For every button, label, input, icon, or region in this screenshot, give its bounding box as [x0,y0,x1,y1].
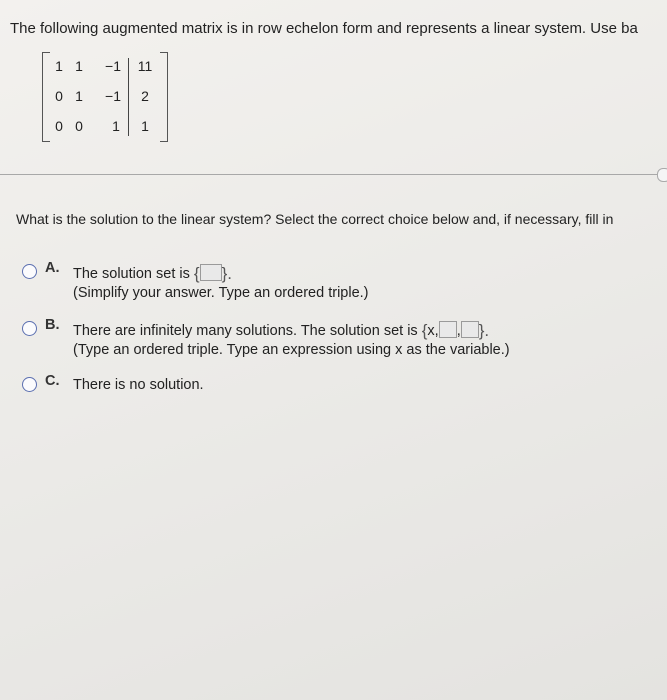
question-prompt: What is the solution to the linear system? Select the correct choice below and, if necessary, fill in [16,211,614,227]
choice-c-letter: C. [45,373,60,389]
choice-a-text [73,264,232,284]
matrix-left-bracket [42,52,50,142]
choice-b-label: There are infinitely many solutions. The solution set is [73,323,418,339]
choice-a-radio[interactable] [22,264,37,279]
brace-open: { [421,321,428,340]
matrix-cell: 1 [55,58,63,74]
section-divider [0,174,667,175]
choice-c-radio[interactable] [22,377,37,392]
matrix-cell: 0 [55,88,63,104]
augmented-matrix [40,52,172,144]
brace-close: }. [221,264,232,283]
x-prefix: x, [427,323,439,339]
matrix-cell: 0 [55,118,63,134]
choice-b-letter: B. [45,317,60,333]
matrix-cell: 1 [112,118,120,134]
matrix-right-bracket [160,52,168,142]
matrix-cell: 2 [141,88,149,104]
z-expression-input[interactable] [461,321,479,338]
choice-b-radio[interactable] [22,321,37,336]
choice-b-hint: (Type an ordered triple. Type an expression using x as the variable.) [73,342,510,358]
y-expression-input[interactable] [439,321,457,338]
augmentation-line [128,58,129,136]
matrix-cell: 1 [141,118,149,134]
choice-a-letter: A. [45,260,60,276]
choice-a-label: The solution set is [73,266,190,282]
choice-c-text: There is no solution. [73,377,204,393]
solution-set-input[interactable] [200,264,222,281]
choice-b-text: There are infinitely many solutions. The solution set is {x, , }. [73,321,490,340]
matrix-cell: 11 [137,58,153,74]
problem-statement: The following augmented matrix is in row echelon form and represents a linear system. Use ba [10,20,638,37]
matrix-cell: −1 [105,58,121,74]
brace-open: { [193,264,200,283]
choice-a-hint: (Simplify your answer. Type an ordered triple.) [73,285,369,301]
brace-close: }. [478,321,490,340]
matrix-cell: 1 [75,88,83,104]
matrix-cell: 1 [75,58,83,74]
matrix-cell: −1 [105,88,121,104]
matrix-cell: 0 [75,118,83,134]
expand-handle-icon[interactable] [657,168,667,182]
